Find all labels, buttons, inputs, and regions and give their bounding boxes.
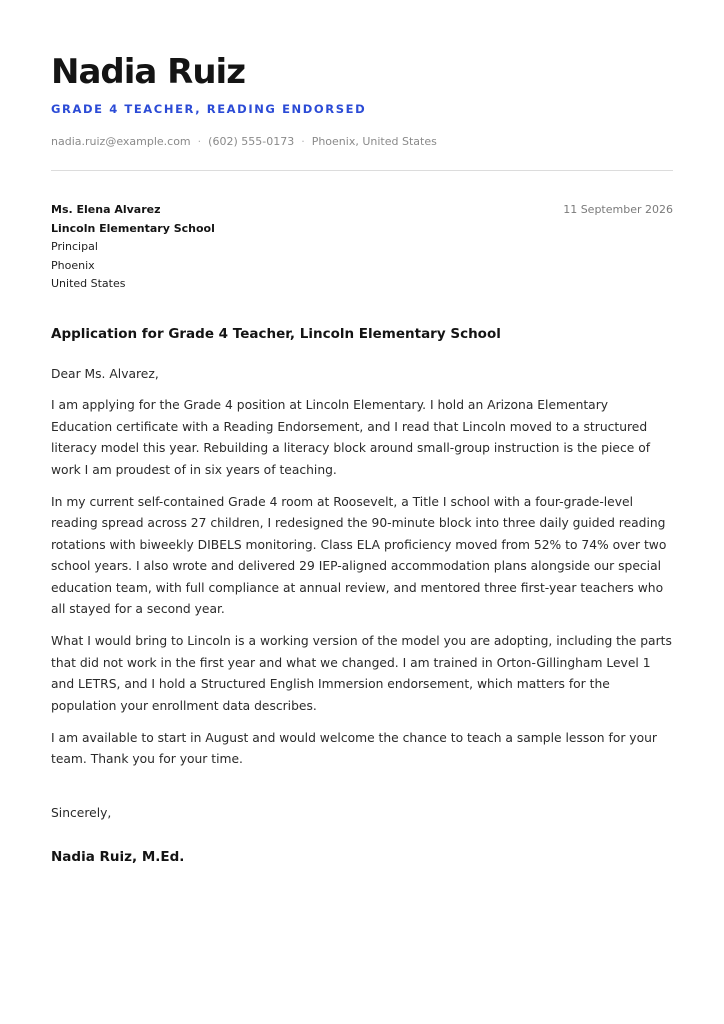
signature: Nadia Ruiz, M.Ed. [51,849,185,865]
body-paragraph: What I would bring to Lincoln is a working version of the model you are adopting, including the parts that did not work in the first year and what we changed. I am trained in Orton-Gillingham Level 1 and LETRS, and I hold a Structured English Immersion endorsement, which matters for the population your enrollment data describes. [51,634,672,713]
body-paragraph: I am available to start in August and would welcome the chance to teach a sample lesson for your team. Thank you for your time. [51,730,657,766]
applicant-name: Nadia Ruiz [51,52,245,92]
contact-separator: · [301,135,305,148]
recipient-name: Ms. Elena Alvarez [51,203,161,216]
contact-line [51,134,437,150]
contact-email: nadia.ruiz@example.com [51,135,191,148]
recipient-organization: Lincoln Elementary School [51,221,215,235]
applicant-role: GRADE 4 TEACHER, READING ENDORSED [51,102,367,116]
letter-date: 11 September 2026 [563,203,673,216]
salutation: Dear Ms. Alvarez, [51,367,159,381]
header-divider [51,170,673,171]
contact-location: Phoenix, United States [311,135,437,148]
recipient-block [51,201,215,294]
recipient-title: Principal [51,240,98,253]
body-paragraph: I am applying for the Grade 4 position at Lincoln Elementary. I hold an Arizona Elementary Education certificate with a Reading Endorsement, and I read that Lincoln moved to a structured literacy model this year. Rebuilding a literacy block around small-group instruction is the piece of work I am proudest of in six years of teaching. [51,398,651,477]
recipient-city: Phoenix [51,258,95,272]
contact-phone: (602) 555-0173 [208,135,295,148]
recipient-country: United States [51,277,126,290]
contact-separator: · [197,135,202,148]
letter-subject: Application for Grade 4 Teacher, Lincoln Elementary School [51,326,501,342]
letter-body [51,395,673,781]
closing: Sincerely, [51,806,112,820]
body-paragraph: In my current self-contained Grade 4 room at Roosevelt, a Title I school with a four-grade-level reading spread across 27 children, I redesigned the 90-minute block into three daily guided reading rotations with biweekly DIBELS monitoring. Class ELA proficiency moved from 52% to 74% over two school years. I also wrote and delivered 29 IEP-aligned accommodation plans alongside our special education team, with full compliance at annual review, and mentored three first-year teachers who all stayed for a second year. [51,494,667,616]
